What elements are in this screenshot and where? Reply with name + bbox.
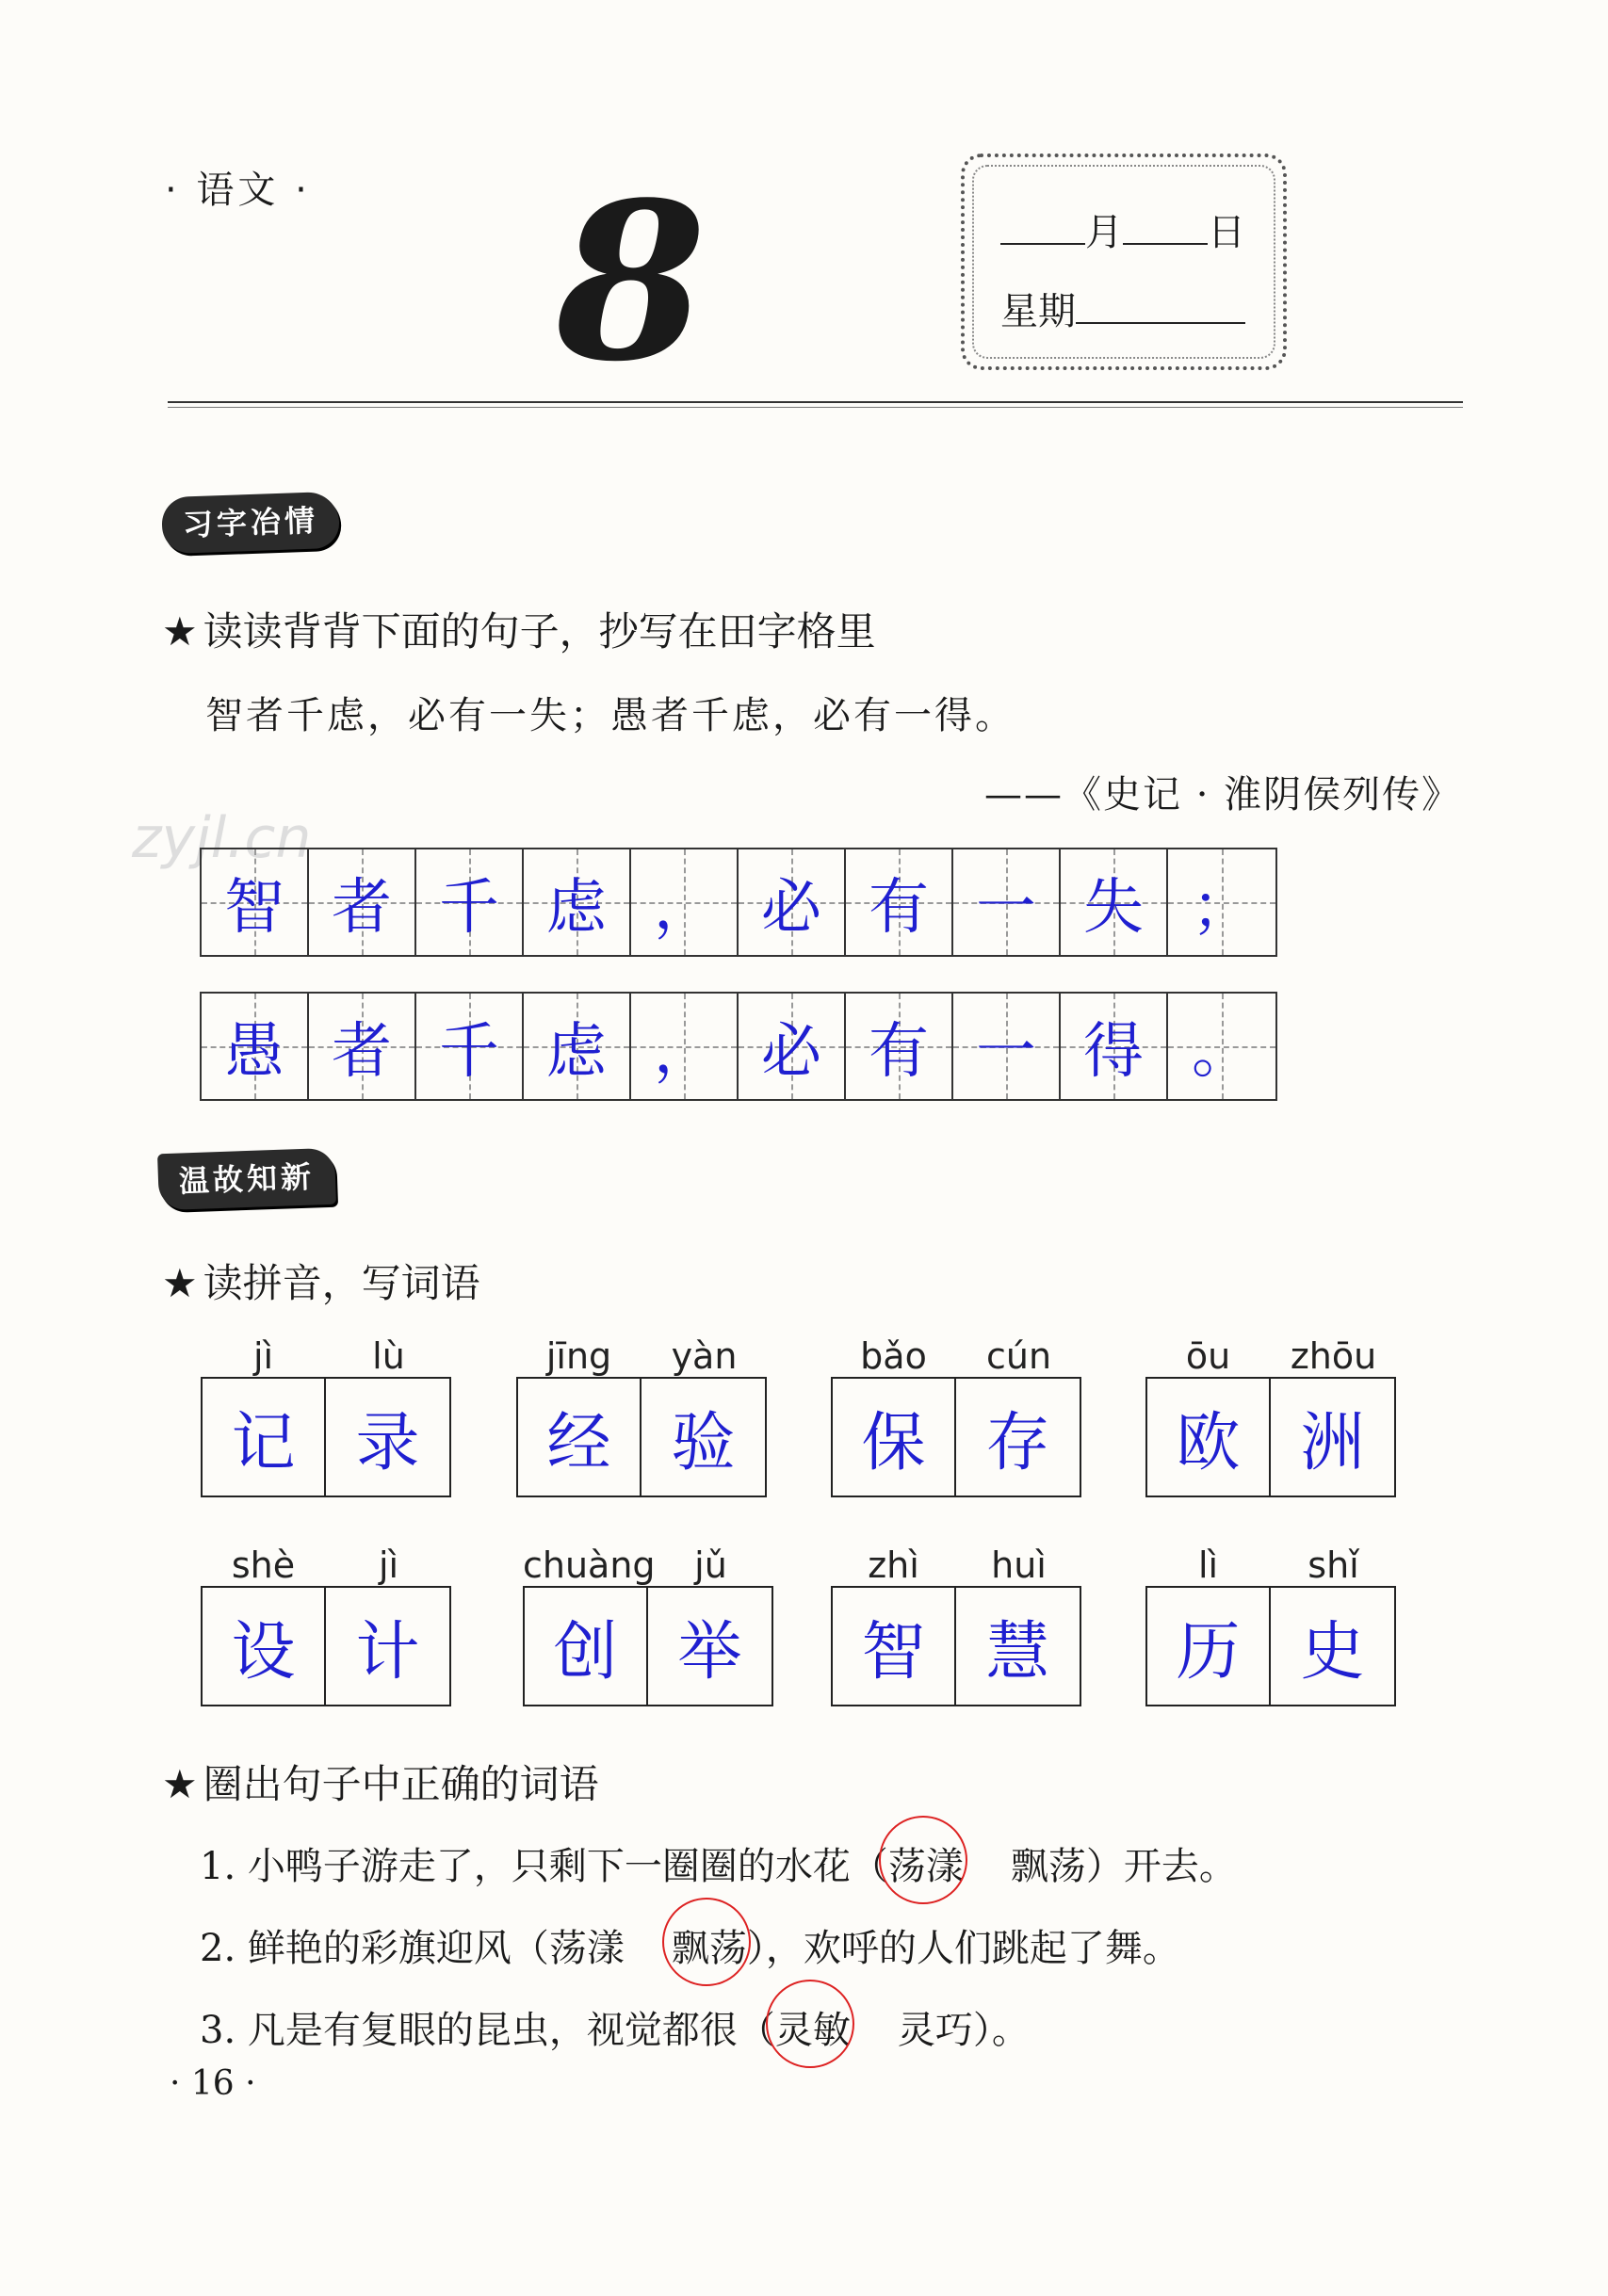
grid-cell[interactable]: 者 <box>309 849 416 955</box>
pinyin: yàn <box>671 1335 738 1377</box>
copy-grid-row-1 <box>200 848 1277 957</box>
question-1-text: 读读背背下面的句子，抄写在田字格里 <box>203 608 876 655</box>
grid-cell[interactable]: 。 <box>1168 994 1275 1099</box>
grid-cell[interactable]: 得 <box>1061 994 1168 1099</box>
section-badge-xizi: 习字冶情 <box>161 492 340 555</box>
header-rule-thin <box>168 407 1463 408</box>
pinyin: shè <box>231 1544 296 1586</box>
answer-box[interactable]: 录 <box>355 1405 420 1480</box>
grid-cell[interactable]: 千 <box>416 849 524 955</box>
watermark: zyjl.cn <box>132 805 312 871</box>
section-badge-wengu: 温故知新 <box>157 1148 336 1211</box>
sentence-3: 3. 凡是有复眼的昆虫，视觉都很（灵敏 灵巧）。 <box>200 2000 1030 2054</box>
grid-cell[interactable]: ， <box>631 994 739 1099</box>
day-label: 日 <box>1208 211 1245 254</box>
grid-cell[interactable]: ； <box>1168 849 1275 955</box>
grid-cell[interactable]: 失 <box>1061 849 1168 955</box>
grid-cell[interactable]: 虑 <box>524 994 631 1099</box>
month-blank[interactable] <box>1000 211 1085 245</box>
grid-cell[interactable]: 必 <box>739 849 846 955</box>
option-circled[interactable]: 荡漾 <box>888 1836 964 1890</box>
pinyin-word-2 <box>516 1335 767 1497</box>
copy-grid-row-2 <box>200 992 1277 1101</box>
grid-cell[interactable]: 智 <box>202 849 309 955</box>
sentence-1: 1. 小鸭子游走了，只剩下一圈圈的水花（荡漾 飘荡）开去。 <box>200 1836 1237 1890</box>
option[interactable]: 飘荡 <box>1010 1845 1086 1888</box>
page-number: · 16 · <box>170 2064 256 2103</box>
pinyin-word-3 <box>831 1335 1081 1497</box>
answer-box[interactable]: 经 <box>518 1379 642 1496</box>
quote-text: 智者千虑，必有一失；愚者千虑，必有一得。 <box>205 694 1015 737</box>
pinyin: zhì <box>868 1544 919 1586</box>
pinyin: jīng <box>545 1335 612 1377</box>
pinyin: jì <box>378 1544 399 1586</box>
grid-cell[interactable]: 千 <box>416 994 524 1099</box>
pinyin-word-8 <box>1145 1544 1396 1706</box>
pinyin: shǐ <box>1308 1544 1359 1586</box>
grid-cell[interactable]: ， <box>631 849 739 955</box>
grid-cell[interactable]: 有 <box>846 994 953 1099</box>
answer-box[interactable]: 智 <box>833 1588 956 1705</box>
date-box <box>961 154 1287 370</box>
question-3-text: 圈出句子中正确的词语 <box>203 1761 599 1807</box>
pinyin: huì <box>991 1544 1047 1586</box>
question-2 <box>162 1253 480 1309</box>
answer-box[interactable]: 史 <box>1300 1614 1365 1690</box>
quote-source: ——《史记 · 淮阴侯列传》 <box>984 773 1462 817</box>
month-label: 月 <box>1085 211 1123 254</box>
star-icon: ★ <box>162 608 198 655</box>
grid-cell[interactable]: 愚 <box>202 994 309 1099</box>
grid-cell[interactable]: 虑 <box>524 849 631 955</box>
pinyin: jì <box>252 1335 274 1377</box>
answer-box[interactable]: 欧 <box>1147 1379 1271 1496</box>
pinyin: lù <box>372 1335 405 1377</box>
pinyin-word-5 <box>201 1544 451 1706</box>
weekday-line <box>1000 282 1245 335</box>
option[interactable]: 灵巧 <box>897 2009 973 2052</box>
answer-box[interactable]: 保 <box>833 1379 956 1496</box>
answer-box[interactable]: 设 <box>203 1588 326 1705</box>
answer-box[interactable]: 存 <box>985 1405 1050 1480</box>
pinyin: lì <box>1197 1544 1219 1586</box>
question-3 <box>162 1754 599 1810</box>
option[interactable]: 荡漾 <box>548 1927 625 1970</box>
date-line <box>1000 202 1245 256</box>
pinyin-word-4 <box>1145 1335 1396 1497</box>
answer-box[interactable]: 验 <box>671 1405 736 1480</box>
pinyin-word-1 <box>201 1335 451 1497</box>
star-icon: ★ <box>162 1761 198 1807</box>
pinyin: chuàng <box>523 1544 656 1586</box>
header-rule <box>168 401 1463 403</box>
star-icon: ★ <box>162 1260 198 1306</box>
pinyin: jǔ <box>694 1544 727 1586</box>
grid-cell[interactable]: 一 <box>953 994 1061 1099</box>
answer-box[interactable]: 洲 <box>1300 1405 1365 1480</box>
grid-cell[interactable]: 者 <box>309 994 416 1099</box>
sentence-2: 2. 鲜艳的彩旗迎风（荡漾 飘荡），欢呼的人们跳起了舞。 <box>200 1918 1180 1972</box>
subject-label: · 语文 · <box>165 169 311 212</box>
grid-cell[interactable]: 一 <box>953 849 1061 955</box>
weekday-blank[interactable] <box>1076 290 1245 324</box>
pinyin-word-6 <box>523 1544 773 1706</box>
pinyin: ōu <box>1185 1335 1231 1377</box>
question-1 <box>162 601 876 657</box>
answer-box[interactable]: 慧 <box>985 1614 1050 1690</box>
pinyin: cún <box>985 1335 1052 1377</box>
lesson-number: 8 <box>556 155 707 410</box>
grid-cell[interactable]: 有 <box>846 849 953 955</box>
day-blank[interactable] <box>1123 211 1208 245</box>
option-circled[interactable]: 飘荡 <box>672 1918 747 1972</box>
pinyin: bǎo <box>860 1335 927 1377</box>
answer-box[interactable]: 举 <box>677 1614 742 1690</box>
pinyin-word-7 <box>831 1544 1081 1706</box>
weekday-label: 星期 <box>1000 290 1076 333</box>
question-2-text: 读拼音，写词语 <box>203 1260 480 1306</box>
answer-box[interactable]: 记 <box>203 1379 326 1496</box>
answer-box[interactable]: 计 <box>355 1614 420 1690</box>
grid-cell[interactable]: 必 <box>739 994 846 1099</box>
option-circled[interactable]: 灵敏 <box>775 2000 851 2054</box>
answer-box[interactable]: 历 <box>1147 1588 1271 1705</box>
pinyin: zhōu <box>1290 1335 1377 1377</box>
answer-box[interactable]: 创 <box>525 1588 648 1705</box>
